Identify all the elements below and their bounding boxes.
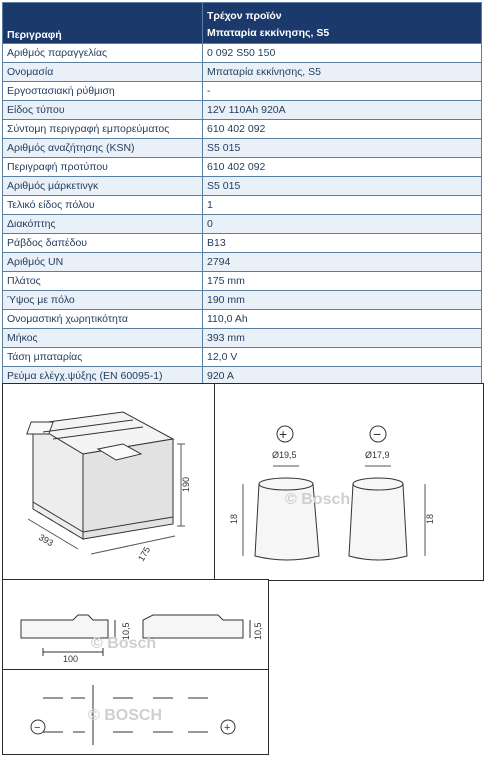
row-value: 920 A bbox=[203, 367, 482, 386]
table-row bbox=[3, 310, 482, 329]
row-label: Ρεύμα ελέγχ.ψύξης (EN 60095-1) bbox=[3, 367, 203, 386]
row-label: Σύντομη περιγραφή εμπορεύματος bbox=[3, 120, 203, 139]
table-row bbox=[3, 120, 482, 139]
terminal-layout-drawing bbox=[2, 669, 269, 755]
row-value: B13 bbox=[203, 234, 482, 253]
row-label: Περιγραφή προτύπου bbox=[3, 158, 203, 177]
floor-rail-svg bbox=[3, 580, 268, 670]
row-value: - bbox=[203, 82, 482, 101]
table-row bbox=[3, 348, 482, 367]
row-value: 610 402 092 bbox=[203, 158, 482, 177]
plus-height-label: 18 bbox=[229, 513, 239, 524]
row-value: S5 015 bbox=[203, 139, 482, 158]
row-value: 175 mm bbox=[203, 272, 482, 291]
row-value: 1 bbox=[203, 196, 482, 215]
minus-height-label: 18 bbox=[425, 513, 435, 524]
plus-symbol: + bbox=[279, 426, 288, 442]
battery-dimension-drawing bbox=[2, 383, 216, 581]
row-label: Ύψος με πόλο bbox=[3, 291, 203, 310]
row-value: 610 402 092 bbox=[203, 120, 482, 139]
row-value: 12,0 V bbox=[203, 348, 482, 367]
row-label: Τελικό είδος πόλου bbox=[3, 196, 203, 215]
table-row bbox=[3, 44, 482, 63]
plus-diameter-label: Ø19,5 bbox=[272, 450, 297, 460]
table-row bbox=[3, 329, 482, 348]
row-label: Ονομασία bbox=[3, 63, 203, 82]
header-description: Περιγραφή bbox=[3, 3, 203, 44]
terminal-layout-svg bbox=[3, 670, 268, 754]
layout-minus-symbol: − bbox=[34, 722, 41, 734]
layout-plus-symbol: + bbox=[224, 722, 231, 734]
minus-symbol: − bbox=[373, 426, 382, 442]
table-row bbox=[3, 272, 482, 291]
row-label: Διακόπτης bbox=[3, 215, 203, 234]
table-row bbox=[3, 215, 482, 234]
floor-rail-drawing bbox=[2, 579, 269, 671]
row-label: Αριθμός UN bbox=[3, 253, 203, 272]
table-row bbox=[3, 82, 482, 101]
table-header-row bbox=[3, 3, 482, 44]
table-row bbox=[3, 139, 482, 158]
dim-width-label: 175 bbox=[136, 544, 153, 563]
row-label: Αριθμός μάρκετινγκ bbox=[3, 177, 203, 196]
table-row bbox=[3, 234, 482, 253]
table-row bbox=[3, 177, 482, 196]
header-current-product-title: Τρέχον προϊόν bbox=[207, 10, 282, 22]
row-value: 393 mm bbox=[203, 329, 482, 348]
table-row bbox=[3, 63, 482, 82]
row-label: Μήκος bbox=[3, 329, 203, 348]
minus-diameter-label: Ø17,9 bbox=[365, 450, 390, 460]
table-row bbox=[3, 196, 482, 215]
row-label: Εργοστασιακή ρύθμιση bbox=[3, 82, 203, 101]
row-value: 110,0 Ah bbox=[203, 310, 482, 329]
row-label: Τάση μπαταρίας bbox=[3, 348, 203, 367]
table-row bbox=[3, 158, 482, 177]
row-label: Αριθμός αναζήτησης (KSN) bbox=[3, 139, 203, 158]
row-value: 0 092 S50 150 bbox=[203, 44, 482, 63]
dim-height-label: 190 bbox=[181, 476, 191, 492]
row-value: 2794 bbox=[203, 253, 482, 272]
table-row bbox=[3, 291, 482, 310]
watermark-terminal: © Bosch bbox=[285, 491, 351, 508]
row-value: 0 bbox=[203, 215, 482, 234]
rail-height-label-right: 10,5 bbox=[253, 622, 263, 640]
header-product-name: Μπαταρία εκκίνησης, S5 bbox=[207, 27, 330, 39]
battery-3d-svg bbox=[3, 384, 215, 580]
row-label: Είδος τύπου bbox=[3, 101, 203, 120]
table-row bbox=[3, 253, 482, 272]
row-value: S5 015 bbox=[203, 177, 482, 196]
row-label: Ράβδος δαπέδου bbox=[3, 234, 203, 253]
dim-length-label: 393 bbox=[37, 532, 56, 549]
table-row bbox=[3, 101, 482, 120]
row-label: Ονομαστική χωρητικότητα bbox=[3, 310, 203, 329]
row-label: Αριθμός παραγγελίας bbox=[3, 44, 203, 63]
watermark-rail: © Bosch bbox=[91, 635, 157, 652]
row-value: 190 mm bbox=[203, 291, 482, 310]
terminal-drawing bbox=[214, 383, 484, 581]
rail-width-label: 100 bbox=[63, 654, 79, 664]
terminal-svg bbox=[215, 384, 483, 580]
row-value: Μπαταρία εκκίνησης, S5 bbox=[203, 63, 482, 82]
watermark-layout: © BOSCH bbox=[88, 707, 163, 724]
rail-height-label-left: 10,5 bbox=[121, 622, 131, 640]
spec-table bbox=[2, 2, 482, 386]
row-value: 12V 110Ah 920A bbox=[203, 101, 482, 120]
header-current-product bbox=[203, 3, 482, 44]
row-label: Πλάτος bbox=[3, 272, 203, 291]
